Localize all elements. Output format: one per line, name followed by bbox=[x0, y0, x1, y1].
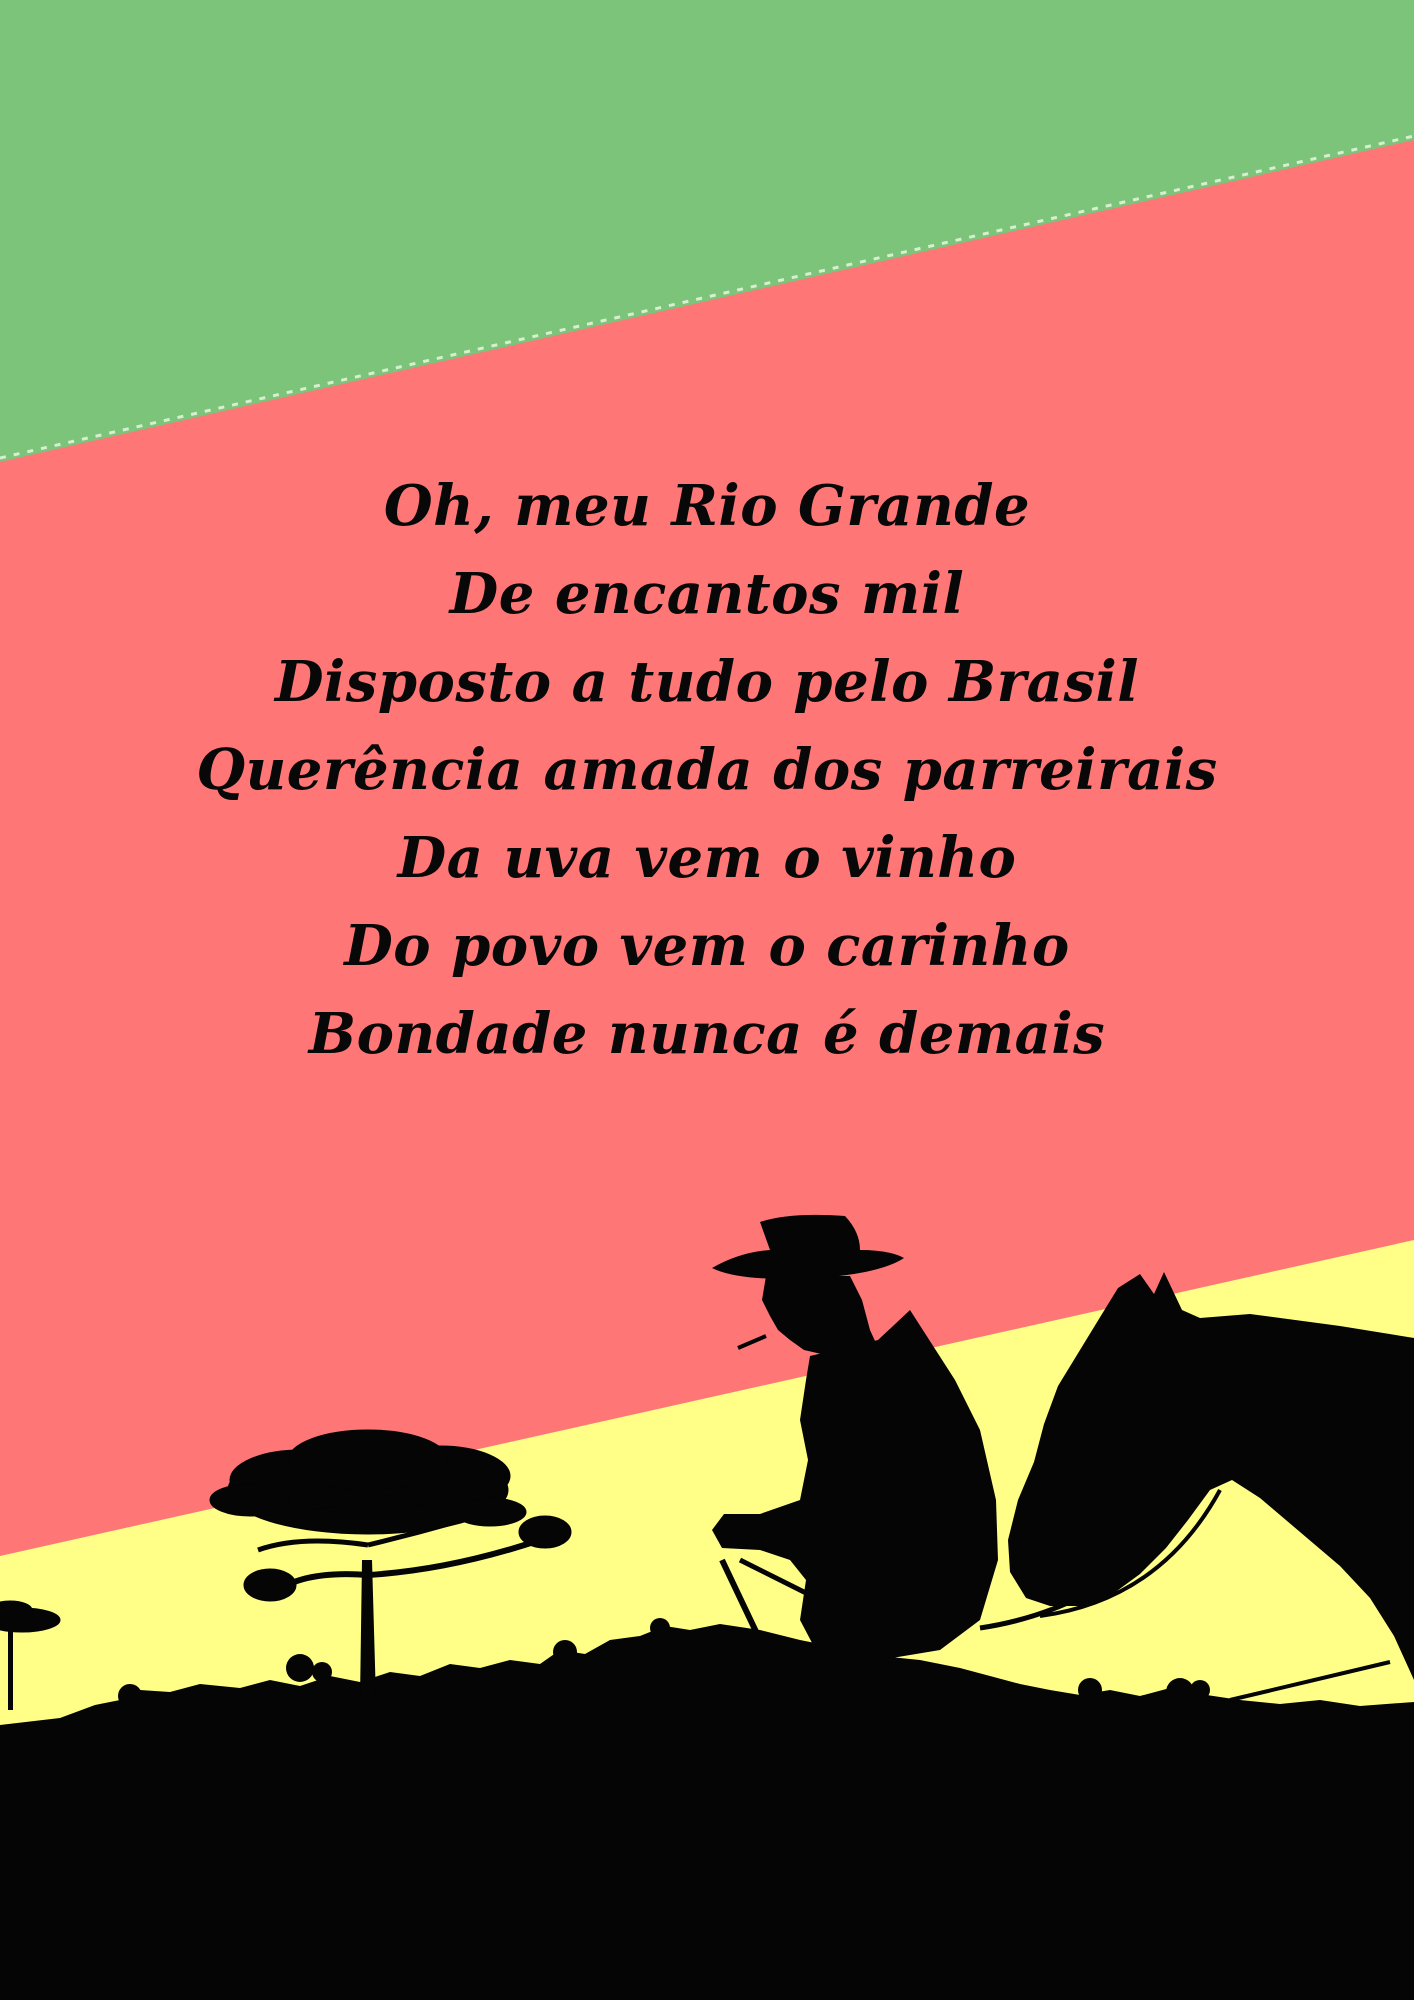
lyric-line: Disposto a tudo pelo Brasil bbox=[274, 649, 1140, 715]
lyrics-block bbox=[0, 462, 1414, 1078]
lyric-line: Querência amada dos parreirais bbox=[196, 737, 1218, 803]
lyric-line: Oh, meu Rio Grande bbox=[383, 473, 1031, 539]
lyric-line: Da uva vem o vinho bbox=[397, 825, 1017, 891]
lyric-line: De encantos mil bbox=[449, 561, 965, 627]
lyric-line: Do povo vem o carinho bbox=[344, 913, 1070, 979]
lyric-line: Bondade nunca é demais bbox=[308, 1001, 1106, 1067]
